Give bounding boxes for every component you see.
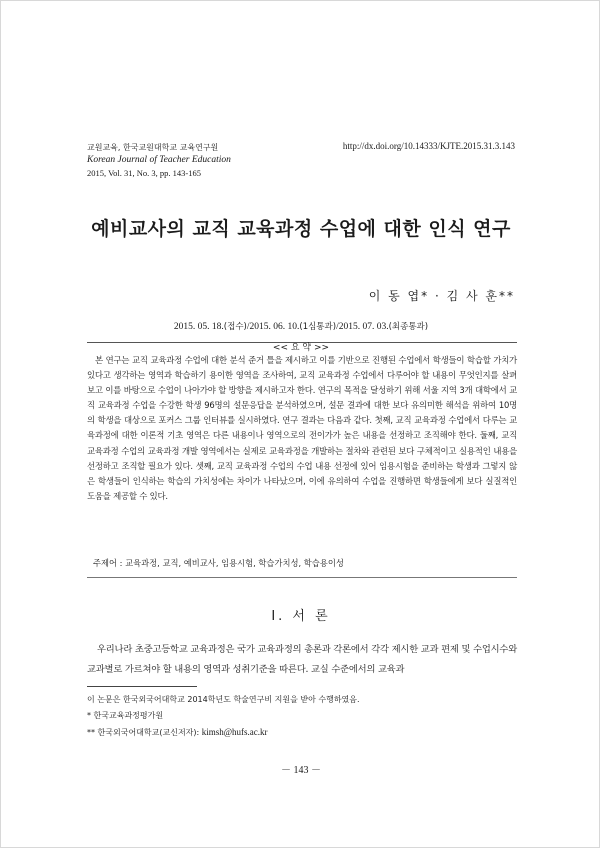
revised-date: 2015. 06. 10. bbox=[249, 322, 300, 332]
revised-label: (1심통과) bbox=[299, 322, 337, 332]
journal-header bbox=[87, 141, 231, 180]
body-paragraph: 우리나라 초중고등학교 교육과정은 국가 교육과정의 총론과 각론에서 각각 제시한 교과 편제 및 수업시수와 교과별로 가르쳐야 할 내용의 영역과 성취기준을 따른다. 교실 수준에서의 교육과 bbox=[87, 644, 517, 675]
footnotes bbox=[87, 692, 360, 741]
abstract-label: << 요 약 >> bbox=[267, 343, 335, 353]
keywords: 주제어 : 교육과정, 교직, 예비교사, 임용시험, 학습가치성, 학습용이성 bbox=[93, 558, 344, 568]
page-number: － 143 － bbox=[281, 765, 321, 776]
journal-name: Korean Journal of Teacher Education bbox=[87, 155, 231, 165]
section-heading: I. 서 론 bbox=[271, 609, 331, 624]
footnote-author2 bbox=[87, 724, 360, 741]
footnote-funding: 이 논문은 한국외국어대학교 2014학년도 학술연구비 지원을 받아 수행하였음. bbox=[87, 695, 360, 704]
journal-publisher: 교원교육, 한국교원대학교 교육연구원 bbox=[87, 143, 219, 152]
keywords-divider bbox=[87, 577, 517, 578]
paper-title: 예비교사의 교직 교육과정 수업에 대한 인식 연구 bbox=[91, 218, 511, 240]
author-email-link[interactable]: kimsh@hufs.ac.kr bbox=[201, 727, 268, 737]
received-date: 2015. 05. 18. bbox=[173, 322, 224, 332]
received-label: (접수) bbox=[223, 322, 247, 332]
accepted-date: 2015. 07. 03. bbox=[338, 322, 389, 332]
footnote-author2-affiliation: ** 한국외국어대학교(교신저자): bbox=[87, 728, 202, 737]
abstract-text: 본 연구는 교직 교육과정 수업에 대한 분석 준거 틀을 제시하고 이를 기반으로 진행된 수업에서 학생들이 학습할 가치가 있다고 생각하는 영역과 학습하기 용이한 영역을 조사하여, 교직 교육과정 수업에서 다루어야 할 내용이 무엇인지를 살펴보고 이를 바탕으로 수업이 나아가야 할 방향을 제시하고자 한다. 연구의 목적을 달성하기 위해 서울 지역 3개 대학에서 교직 교육과정 수업을 수강한 학생 96명의 설문응답을 분석하였으며, 설문 결과에 대한 보다 유의미한 해석을 위하여 10명의 학생을 대상으로 포커스 그룹 인터뷰를 실시하였다. 연구 결과는 다음과 같다. 첫째, 교직 교육과정 수업에서 다루는 교육과정에 대한 이론적 기초 영역은 다른 내용이나 영역으로의 전이가가 높은 내용을 선정하고 조직해야 한다. 둘째, 교직 교육과정 수업의 교육과정 개발 영역에서는 실제로 교육과정을 개발하는 절차와 관련된 보다 구체적이고 실용적인 내용을 선정하고 조직할 필요가 있다. 셋째, 교직 교육과정 수업의 수업 내용 선정에 있어 임용시험을 준비하는 학생과 그렇지 않은 학생들이 인식하는 학습의 가치성에는 차이가 나타났으며, 이에 유의하여 수업을 진행하면 학생들에게 보다 실질적인 도움을 제공할 수 있다. bbox=[87, 355, 517, 501]
doi-link[interactable]: http://dx.doi.org/10.14333/KJTE.2015.31.3.143 bbox=[342, 141, 515, 151]
submission-dates: 2015. 05. 18.(접수)/2015. 06. 10.(1심통과)/2015. 07. 03.(최종통과) bbox=[173, 322, 429, 332]
authors: 이 동 엽* · 김 사 훈** bbox=[368, 289, 515, 303]
footnote-author1: * 한국교육과정평가원 bbox=[87, 711, 164, 720]
accepted-label: (최종통과) bbox=[388, 322, 429, 332]
footnote-divider bbox=[87, 686, 197, 687]
journal-volume: 2015, Vol. 31, No. 3, pp. 143-165 bbox=[87, 168, 201, 178]
